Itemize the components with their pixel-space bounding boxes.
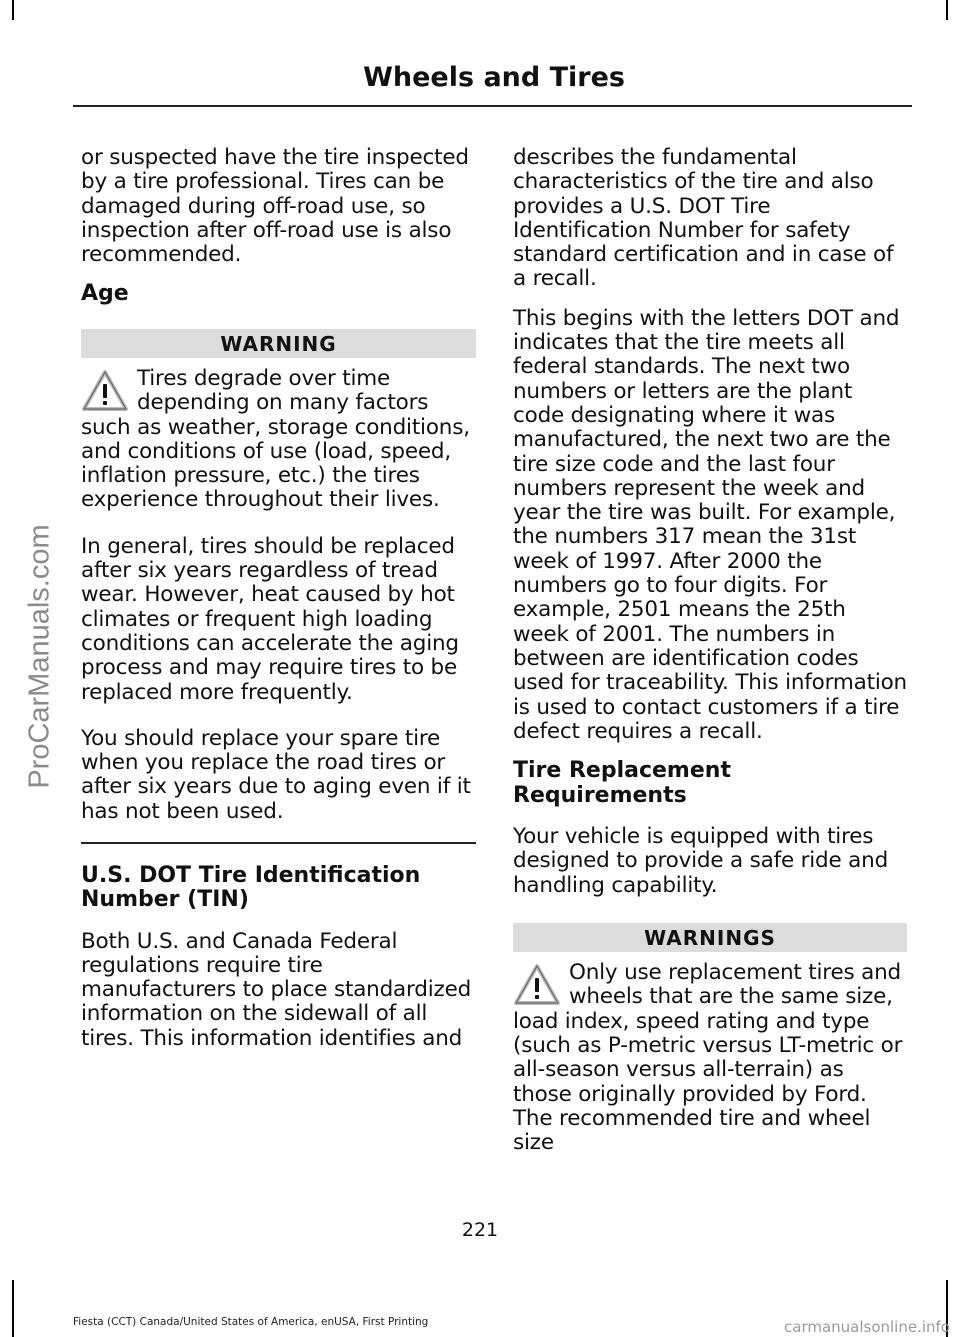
right-column <box>513 146 907 1170</box>
paragraph-federal-regulations: Both U.S. and Canada Federal regulations require tire manufacturers to place standardized information on the sidewall of all tires. This information identifies and <box>81 928 472 1051</box>
warning-block <box>81 367 476 513</box>
page-title: Wheels and Tires <box>363 62 625 93</box>
paragraph-equipped-tires: Your vehicle is equipped with tires designed to provide a safe ride and handling capability. <box>513 824 889 898</box>
warning-triangle-icon <box>513 963 561 1007</box>
paragraph-dot-letters: This begins with the letters DOT and indicates that the tire meets all federal standards. The next two numbers or letters are the plant code designating where it was manufactured, the next two are the tire size code and the last four numbers represent the week and year the tire was built. For example, the numbers 317 mean the 31st week of 1997. After 2000 the numbers go to four digits. For example, 2501 means the 25th week of 2001. The numbers in between are identification codes used for traceability. This information is used to contact customers if a tire defect requires a recall. <box>513 305 907 744</box>
bottom-watermark: carmanualsonline.info <box>784 1318 950 1336</box>
warning-header: WARNING <box>81 329 476 358</box>
section-heading-replacement: Tire Replacement Requirements <box>513 758 731 808</box>
crop-mark <box>946 0 948 20</box>
page-number: 221 <box>461 1219 499 1241</box>
side-watermark: ProCarManuals.com <box>23 524 56 789</box>
crop-mark <box>12 0 14 20</box>
warnings-block <box>513 961 907 1155</box>
crop-mark <box>12 1280 14 1337</box>
warning-text: Tires degrade over time depending on many factors such as weather, storage conditions, and conditions of use (load, speed, inflation pressure, etc.) the tires experience throughout their lives. <box>81 365 470 513</box>
paragraph-characteristics: describes the fundamental characteristics of the tire and also provides a U.S. DOT Tire Identification Number for safety standard certification and in case of a recall. <box>513 145 894 292</box>
section-heading-tin: U.S. DOT Tire Identification Number (TIN) <box>81 862 421 913</box>
paragraph-spare-tire: You should replace your spare tire when you replace the road tires or after six years due to aging even if it has not been used. <box>81 725 471 824</box>
section-divider <box>81 842 476 844</box>
footer-text: Fiesta (CCT) Canada/United States of America, enUSA, First Printing <box>73 1316 429 1328</box>
warning-triangle-icon <box>81 369 129 413</box>
header-divider <box>73 105 912 107</box>
paragraph-replace-six-years: In general, tires should be replaced after six years regardless of tread wear. However, heat caused by hot climates or frequent high loading conditions can accelerate the aging process and may require tires to be replaced more frequently. <box>81 533 459 705</box>
section-heading-age: Age <box>81 281 129 307</box>
paragraph-offroad: or suspected have the tire inspected by a tire professional. Tires can be damaged during off-road use, so inspection after off-road use is also recommended. <box>81 145 469 268</box>
warnings-header: WARNINGS <box>513 923 907 952</box>
warnings-text: Only use replacement tires and wheels that are the same size, load index, speed rating and type (such as P-metric versus LT-metric or all-season versus all-terrain) as those originally provided by Ford. The recommended tire and wheel size <box>513 960 903 1156</box>
left-column <box>81 146 476 1066</box>
